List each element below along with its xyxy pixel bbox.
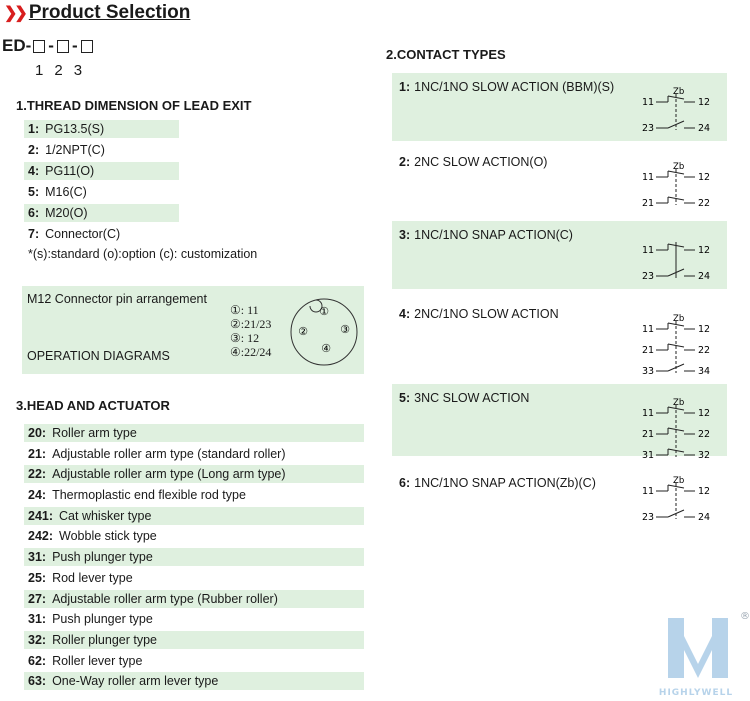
terminal-label: 11 xyxy=(642,408,655,419)
svg-text:③: ③ xyxy=(340,323,350,336)
terminal-label: 11 xyxy=(642,245,655,256)
terminal-label: 24 xyxy=(698,271,711,282)
terminal-label: 21 xyxy=(642,198,655,209)
terminal-label: 11 xyxy=(642,97,655,108)
list-item: 4: PG11(O) xyxy=(24,162,179,180)
terminal-label: 12 xyxy=(698,486,711,497)
svg-text:①: ① xyxy=(319,305,329,318)
m12-connector-icon xyxy=(288,296,360,368)
terminal-label: 23 xyxy=(642,271,655,282)
operation-diagrams-label: OPERATION DIAGRAMS xyxy=(27,349,170,363)
code-box-1 xyxy=(33,40,45,53)
contact-type-6: 6: 1NC/1NO SNAP ACTION(Zb)(C) Zb 11 12 23 24 xyxy=(392,462,727,530)
contacts-heading: 2.CONTACT TYPES xyxy=(386,47,506,62)
thread-heading: 1.THREAD DIMENSION OF LEAD EXIT xyxy=(16,98,252,113)
m12-title: M12 Connector pin arrangement xyxy=(27,292,207,306)
list-item: 24: Thermoplastic end flexible rod type xyxy=(28,488,246,503)
contact-diagram-icon xyxy=(640,462,727,530)
contact-type-3: 3: 1NC/1NO SNAP ACTION(C) 11 12 23 24 xyxy=(392,221,727,289)
svg-text:④: ④ xyxy=(321,342,331,355)
svg-text:®: ® xyxy=(740,611,750,622)
terminal-label: 12 xyxy=(698,97,711,108)
list-item: 63: One-Way roller arm lever type xyxy=(24,672,364,690)
list-item: 31: Push plunger type xyxy=(24,548,364,566)
terminal-label: 22 xyxy=(698,429,711,440)
brand-logo xyxy=(660,606,748,698)
contact-diagram-icon xyxy=(640,148,727,216)
terminal-label: 21 xyxy=(642,429,655,440)
double-chevron-icon: ❯❯ xyxy=(4,5,25,22)
contact-type-4: 4: 2NC/1NO SLOW ACTION Zb 11 12 21 22 33 34 xyxy=(392,300,727,375)
contact-type-2: 2: 2NC SLOW ACTION(O) Zb 11 12 21 22 xyxy=(392,148,727,216)
terminal-label: 21 xyxy=(642,345,655,356)
zb-label: Zb xyxy=(673,314,685,324)
terminal-label: 12 xyxy=(698,408,711,419)
head-list xyxy=(24,424,364,690)
list-item: 7: Connector(C) xyxy=(28,227,121,241)
terminal-label: 12 xyxy=(698,245,711,256)
terminal-label: 23 xyxy=(642,123,655,134)
list-item: 241: Cat whisker type xyxy=(24,507,364,525)
list-item: 2: 1/2NPT(C) xyxy=(28,143,105,157)
list-item: 22: Adjustable roller arm type (Long arm type) xyxy=(24,465,364,483)
terminal-label: 12 xyxy=(698,324,711,335)
terminal-label: 11 xyxy=(642,486,655,497)
m12-panel xyxy=(22,286,364,374)
zb-label: Zb xyxy=(673,87,685,97)
list-item: 62: Roller lever type xyxy=(28,653,143,668)
terminal-label: 22 xyxy=(698,345,711,356)
terminal-label: 34 xyxy=(698,366,711,377)
model-code: ED- - - xyxy=(2,36,95,56)
svg-text:HIGHLYWELL: HIGHLYWELL xyxy=(658,688,734,698)
contact-diagram-icon xyxy=(640,221,727,289)
thread-note: *(s):standard (o):option (c): customization xyxy=(28,247,258,261)
list-item: 242: Wobble stick type xyxy=(28,529,157,544)
list-item: 21: Adjustable roller arm type (standard roller) xyxy=(28,446,286,461)
head-heading: 3.HEAD AND ACTUATOR xyxy=(16,398,170,413)
zb-label: Zb xyxy=(673,162,685,172)
pin-list: ①: 11 ②:21/23 ③: 12 ④:22/24 xyxy=(230,303,272,359)
terminal-label: 24 xyxy=(698,512,711,523)
contact-type-5: 5: 3NC SLOW ACTION Zb 11 12 21 22 31 32 xyxy=(392,384,727,456)
code-position-numbers: 1 2 3 xyxy=(35,62,83,79)
list-item: 25: Rod lever type xyxy=(28,570,133,585)
contact-diagram-icon xyxy=(640,73,727,141)
terminal-label: 11 xyxy=(642,172,655,183)
terminal-label: 12 xyxy=(698,172,711,183)
terminal-label: 32 xyxy=(698,450,711,461)
svg-text:②: ② xyxy=(298,325,308,338)
contact-diagram-icon xyxy=(640,384,727,461)
code-box-2 xyxy=(57,40,69,53)
terminal-label: 33 xyxy=(642,366,655,377)
list-item: 27: Adjustable roller arm type (Rubber roller) xyxy=(24,590,364,608)
page-title: ❯❯ Product Selection xyxy=(4,2,191,23)
zb-label: Zb xyxy=(673,398,685,408)
code-box-3 xyxy=(81,40,93,53)
zb-label: Zb xyxy=(673,476,685,486)
list-item: 6: M20(O) xyxy=(24,204,179,222)
terminal-label: 22 xyxy=(698,198,711,209)
list-item: 5: M16(C) xyxy=(28,185,87,199)
terminal-label: 31 xyxy=(642,450,655,461)
contact-type-1: 1: 1NC/1NO SLOW ACTION (BBM)(S) Zb 11 12 23 24 xyxy=(392,73,727,141)
list-item: 1: PG13.5(S) xyxy=(24,120,179,138)
list-item: 20: Roller arm type xyxy=(24,424,364,442)
list-item: 32: Roller plunger type xyxy=(24,631,364,649)
terminal-label: 11 xyxy=(642,324,655,335)
list-item: 31: Push plunger type xyxy=(28,612,153,627)
thread-list xyxy=(24,120,179,243)
terminal-label: 24 xyxy=(698,123,711,134)
contact-diagram-icon xyxy=(640,300,727,375)
terminal-label: 23 xyxy=(642,512,655,523)
